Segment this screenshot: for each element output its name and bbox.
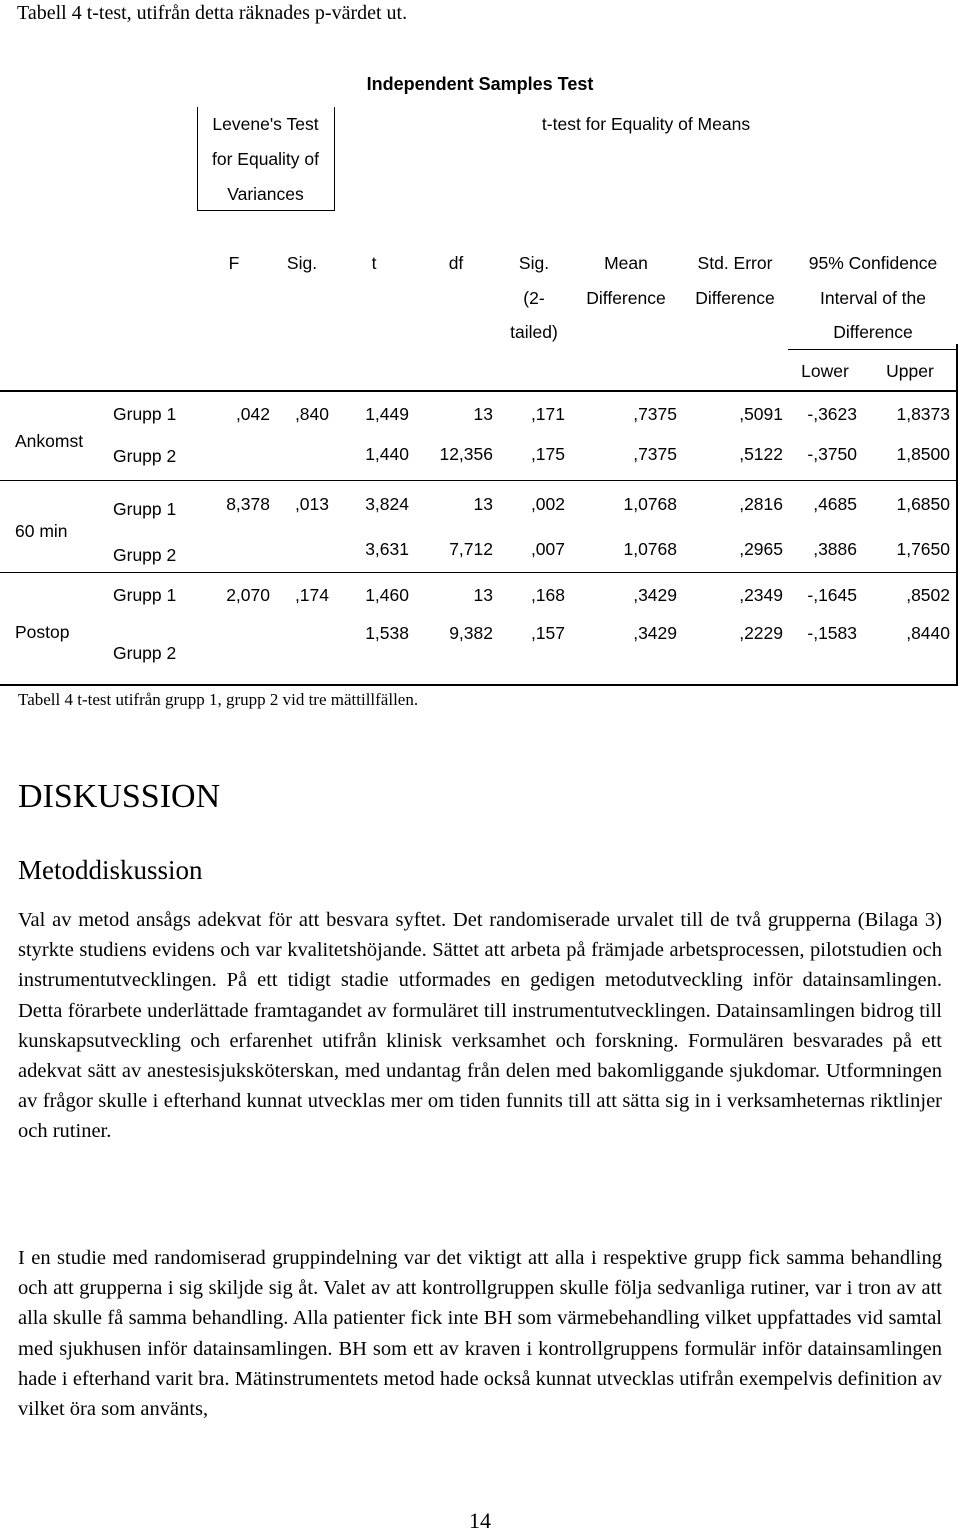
cell-Sig: ,840	[294, 404, 329, 424]
levene-header-line-3: Variances	[227, 184, 304, 204]
cell-upper: 1,8373	[896, 404, 950, 424]
cell-upper: 1,6850	[896, 494, 950, 514]
cell-mean: ,7375	[633, 444, 677, 464]
cell-df: 12,356	[439, 444, 493, 464]
rule-group-1	[0, 480, 958, 481]
col-ci-line-2: Interval of the	[819, 288, 927, 308]
cell-df: 7,712	[449, 539, 493, 559]
cell-lower: -,3750	[807, 444, 857, 464]
col-se-line-1: Std. Error	[697, 253, 773, 273]
col-sig2-line-2: (2-	[523, 288, 545, 308]
group-label-ankomst: Ankomst	[15, 431, 84, 451]
cell-t: 1,440	[365, 444, 409, 464]
col-sig: Sig.	[286, 253, 318, 273]
row-label: Grupp 1	[113, 404, 177, 424]
rule-levene-right	[334, 107, 335, 210]
rule-group-2	[0, 572, 958, 573]
col-mean-line-2: Difference	[586, 288, 666, 308]
subsection-heading: Metoddiskussion	[18, 855, 203, 885]
cell-sig2: ,002	[530, 494, 565, 514]
col-ci-line-3: Difference	[833, 322, 913, 342]
cell-lower: -,1583	[807, 623, 857, 643]
cell-t: 3,631	[365, 539, 409, 559]
cell-df: 9,382	[449, 623, 493, 643]
cell-se: ,2349	[739, 585, 783, 605]
cell-upper: 1,8500	[896, 444, 950, 464]
col-t: t	[371, 253, 377, 273]
section-heading: DISKUSSION	[18, 778, 221, 815]
cell-F: ,042	[235, 404, 270, 424]
page-number: 14	[469, 1508, 491, 1533]
cell-lower: -,1645	[807, 585, 857, 605]
rule-right	[956, 344, 958, 686]
cell-df: 13	[473, 585, 493, 605]
cell-se: ,5122	[739, 444, 783, 464]
table-title: Independent Samples Test	[366, 74, 594, 94]
cell-lower: ,3886	[813, 539, 857, 559]
row-label: Grupp 2	[113, 545, 177, 565]
cell-df: 13	[473, 404, 493, 424]
row-label: Grupp 2	[113, 446, 177, 466]
cell-df: 13	[473, 494, 493, 514]
cell-mean: ,7375	[633, 404, 677, 424]
table-caption: Tabell 4 t-test utifrån grupp 1, grupp 2 vid tre mättillfällen.	[18, 690, 419, 709]
cell-sig2: ,157	[530, 623, 565, 643]
col-upper: Upper	[886, 361, 934, 381]
cell-t: 1,460	[365, 585, 409, 605]
cell-mean: ,3429	[633, 623, 677, 643]
row-label: Grupp 1	[113, 499, 177, 519]
levene-header-line-2: for Equality of	[212, 149, 319, 169]
cell-se: ,5091	[739, 404, 783, 424]
col-f: F	[228, 253, 240, 273]
cell-F: 2,070	[226, 585, 270, 605]
group-label-postop: Postop	[15, 622, 70, 642]
intro-text: Tabell 4 t-test, utifrån detta räknades p-värdet ut.	[17, 2, 408, 24]
cell-Sig: ,013	[294, 494, 329, 514]
cell-upper: ,8440	[906, 623, 950, 643]
cell-Sig: ,174	[294, 585, 329, 605]
cell-F: 8,378	[226, 494, 270, 514]
col-sig2-line-1: Sig.	[518, 253, 550, 273]
rule-ci-sub	[788, 349, 958, 350]
cell-se: ,2965	[739, 539, 783, 559]
cell-sig2: ,175	[530, 444, 565, 464]
paragraph-1: Val av metod ansågs adekvat för att besvara syftet. Det randomiserade urvalet till de två grupperna (Bilaga 3) styrkte studiens evidens och var kvalitetshöjande. Sättet att arbeta på främjade arbetsprocessen, pilotstudien och instrumentutvecklingen. På ett tidigt stadie utformades en gedigen metodutveckling inför datainsamlingen. Detta förarbete underlättade framtagandet av formuläret till instrumentutvecklingen. Datainsamlingen bidrog till kunskapsutveckling och erfarenhet utifrån klinisk verksamhet och forskning. Formulären besvarades på ett adekvat sätt av anestesisjuksköterskan, med undantag från delen med bakomliggande sjukdomar. Utformningen av frågor skulle i efterhand kunnat utvecklas mer om tiden funnits till att sätta sig in i verksamheternas riktlinjer och rutiner.	[18, 909, 942, 1143]
cell-lower: -,3623	[807, 404, 857, 424]
cell-se: ,2229	[739, 623, 783, 643]
cell-t: 1,449	[365, 404, 409, 424]
col-mean-line-1: Mean	[604, 253, 648, 273]
cell-sig2: ,007	[530, 539, 565, 559]
cell-upper: ,8502	[906, 585, 950, 605]
cell-t: 1,538	[365, 623, 409, 643]
rule-header-bottom	[0, 390, 958, 392]
cell-upper: 1,7650	[896, 539, 950, 559]
cell-mean: 1,0768	[623, 494, 677, 514]
cell-sig2: ,168	[530, 585, 565, 605]
cell-sig2: ,171	[530, 404, 565, 424]
group-label-60min: 60 min	[15, 521, 68, 541]
row-label: Grupp 1	[113, 585, 177, 605]
cell-se: ,2816	[739, 494, 783, 514]
cell-mean: ,3429	[633, 585, 677, 605]
rule-levene-bottom	[197, 210, 335, 211]
col-se-line-2: Difference	[695, 288, 775, 308]
cell-lower: ,4685	[813, 494, 857, 514]
paragraph-2: I en studie med randomiserad gruppindelning var det viktigt att alla i respektive grupp fick samma behandling och att grupperna i sig skiljde sig åt. Valet av att kontrollgruppen skulle följa sedvanliga rutiner, var i tron av att alla skulle få samma behandling. Alla patienter fick inte BH som värmebehandling vilket uppfattades vid samtal med sjukhusen inför datainsamlingen. BH som ett av kraven i kontrollgruppens formulär inför datainsamlingen hade i efterhand varit bra. Mätinstrumentets metod hade också kunnat utvecklas utifrån exempelvis definition av vilket öra som använts,	[18, 1247, 942, 1421]
col-lower: Lower	[801, 361, 849, 381]
rule-table-bottom	[0, 684, 958, 686]
levene-header-line-1: Levene's Test	[212, 114, 319, 134]
col-ci-line-1: 95% Confidence	[808, 253, 938, 273]
rule-levene-left	[197, 107, 198, 210]
col-df: df	[448, 253, 464, 273]
cell-t: 3,824	[365, 494, 409, 514]
cell-mean: 1,0768	[623, 539, 677, 559]
col-sig2-line-3: tailed)	[510, 322, 558, 342]
ttest-header: t-test for Equality of Means	[541, 114, 751, 134]
row-label: Grupp 2	[113, 643, 177, 663]
